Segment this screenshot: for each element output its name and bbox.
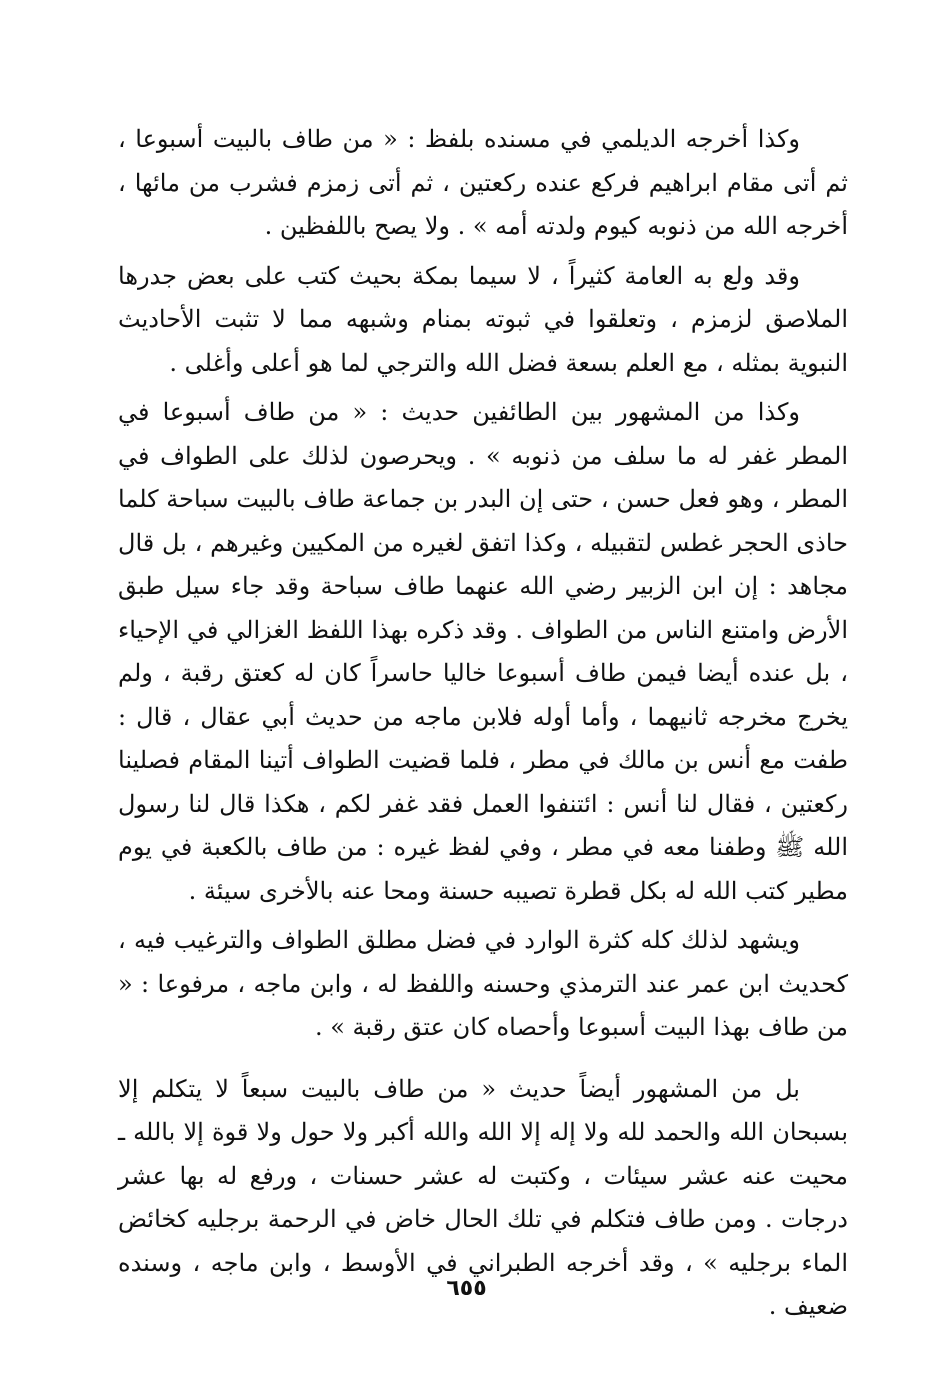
page-number: ٦٥٥ bbox=[446, 1276, 487, 1301]
paragraph-4: ويشهد لذلك كله كثرة الوارد في فضل مطلق الطواف والترغيب فيه ، كحديث ابن عمر عند الترمذي وحسنه واللفظ له ، وابن ماجه ، مرفوعا : « من طاف بهذا البيت أسبوعا وأحصاه كان عتق رقبة » . bbox=[118, 926, 848, 1041]
page-body bbox=[118, 118, 848, 1329]
paragraph-3: وكذا من المشهور بين الطائفين حديث : « من طاف أسبوعا في المطر غفر له ما سلف من ذنوبه » . ويحرصون لذلك على الطواف في المطر ، وهو فعل حسن ، حتى إن البدر بن جماعة طاف بالبيت سباحة كلما حاذى الحجر غطس لتقبيله ، وكذا اتفق لغيره من المكيين وغيرهم ، بل قال مجاهد : إن ابن الزبير رضي الله عنهما طاف سباحة وقد جاء سيل طبق الأرض وامتنع الناس من الطواف . وقد ذكره بهذا اللفظ الغزالي في الإحياء ، بل عنده أيضا فيمن طاف أسبوعا خاليا حاسراً كان له كعتق رقبة ، ولم يخرج مخرجه ثانيهما ، وأما أوله فلابن ماجه من حديث أبي عقال ، قال : طفت مع أنس بن مالك في مطر ، فلما قضيت الطواف أتينا المقام فصلينا ركعتين ، فقال لنا أنس : ائتنفوا العمل فقد غفر لكم ، هكذا قال لنا رسول الله ﷺ وطفنا معه في مطر ، وفي لفظ غيره : من طاف بالكعبة في يوم مطير كتب الله له بكل قطرة تصيبه حسنة ومحا عنه بالأخرى سيئة . bbox=[118, 398, 848, 905]
paragraph-2: وقد ولع به العامة كثيراً ، لا سيما بمكة بحيث كتب على بعض جدرها الملاصق لزمزم ، وتعلقوا في ثبوته بمنام وشبهه مما لا تثبت الأحاديث النبوية بمثله ، مع العلم بسعة فضل الله والترجي لما هو أعلى وأغلى . bbox=[118, 261, 849, 377]
paragraph-5: بل من المشهور أيضاً حديث « من طاف بالبيت سبعاً لا يتكلم إلا بسبحان الله والحمد لله ولا إله إلا الله والله أكبر ولا حول ولا قوة إلا بالله ـ محيت عنه عشر سيئات ، وكتبت له عشر حسنات ، ورفع له بها عشر درجات . ومن طاف فتكلم في تلك الحال خاض في الرحمة برجليه كخائض الماء برجليه » ، وقد أخرجه الطبراني في الأوسط ، وابن ماجه ، وسنده ضعيف . bbox=[118, 1074, 848, 1320]
paragraph-1: وكذا أخرجه الديلمي في مسنده بلفظ : « من طاف بالبيت أسبوعا ، ثم أتى مقام ابراهيم فركع عنده ركعتين ، ثم أتى زمزم فشرب من مائها ، أخرجه الله من ذنوبه كيوم ولدته أمه » . ولا يصح باللفظين . bbox=[118, 125, 848, 240]
